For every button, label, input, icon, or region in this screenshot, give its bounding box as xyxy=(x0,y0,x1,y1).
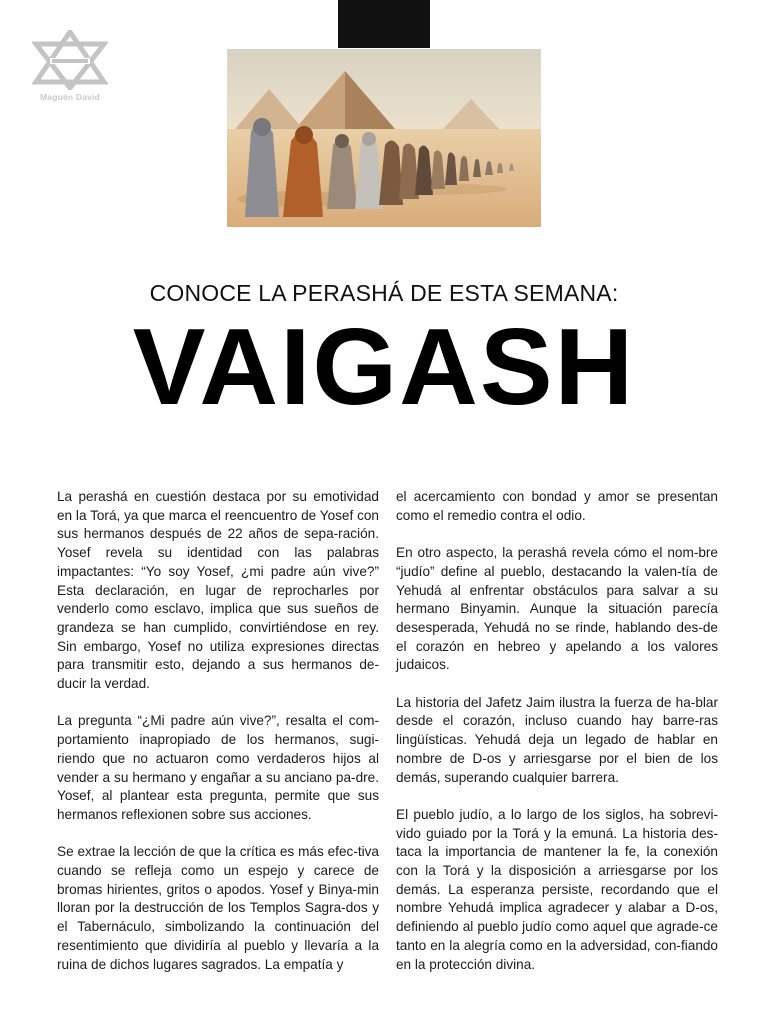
paragraph: En otro aspecto, la perashá revela cómo el nom-bre “judío” define al pueblo, destacando la valen-tía de Yehudá al enfrentar obstáculos para salvar a su hermano Binyamin. Aunque la situación parecía desesperada, Yehudá no se rinde, hablando des-de el corazón en hebreo y apelando a los valores judaicos. xyxy=(396,545,718,673)
article-column-left xyxy=(57,488,379,993)
paragraph: El pueblo judío, a lo largo de los siglos, ha sobrevi-vido guiado por la Torá y la emuná. La historia des-taca la importancia de mantener la fe, la conexión con la Torá y la disposición a arriesgarse por los demás. La esperanza persiste, recordando que el nombre Yehudá implica agradecer y alabar a D-os, definiendo al pueblo judío como aquel que agrade-ce tanto en la alegría como en la adversidad, con-fiando en la protección divina. xyxy=(396,806,718,972)
paragraph: La historia del Jafetz Jaim ilustra la fuerza de ha-blar desde el corazón, incluso cuando hay barre-ras lingüísticas. Yehudá deja un legado de hablar en nombre de D-os y arriesgarse por el bien de los demás, superando cualquier barrera. xyxy=(396,694,718,785)
top-black-tab xyxy=(338,0,430,48)
star-of-david-icon xyxy=(32,30,108,90)
paragraph: Se extrae la lección de que la crítica es más efec-tiva cuando se refleja como un espejo y carece de bromas hirientes, gritos o apodos. Yosef y Binya-min lloran por la destrucción de los Templos Sagra-dos y el Tabernáculo, simbolizando la continuación del resentimiento que dividiría al pueblo y llevaría a la ruina de dichos lugares sagrados. La empatía y xyxy=(57,844,379,972)
hero-image xyxy=(227,49,541,227)
page-title: VAIGASH xyxy=(132,306,636,428)
paragraph: La perashá en cuestión destaca por su emotividad en la Torá, ya que marca el reencuentro de Yosef con sus hermanos después de 22 años de sepa-ración. Yosef revela su identidad con las palabras impactantes: “Yo soy Yosef, ¿mi padre aún vive?” Esta declaración, en lugar de reprocharles por venderlo como esclavo, implica que sus sueños de grandeza se han cumplido, convirtiéndose en rey. Sin embargo, Yosef no utiliza expresiones directas para transmitir esto, dejando a sus hermanos de-ducir la verdad. xyxy=(57,489,379,692)
logo-name: Maguén David xyxy=(39,92,101,102)
article-column-right xyxy=(396,488,718,993)
paragraph: La pregunta “¿Mi padre aún vive?”, resalta el com-portamiento inapropiado de los hermanos, sugi-riendo que no actuaron como verdaderos hijos al vender a su hermano y engañar a su anciano pa-dre. Yosef, al plantear esta pregunta, permite que sus hermanos reflexionen sobre sus acciones. xyxy=(57,713,379,822)
paragraph: el acercamiento con bondad y amor se presentan como el remedio contra el odio. xyxy=(396,489,718,523)
section-kicker: CONOCE LA PERASHÁ DE ESTA SEMANA: xyxy=(149,280,619,306)
maguen-david-logo xyxy=(28,30,112,106)
